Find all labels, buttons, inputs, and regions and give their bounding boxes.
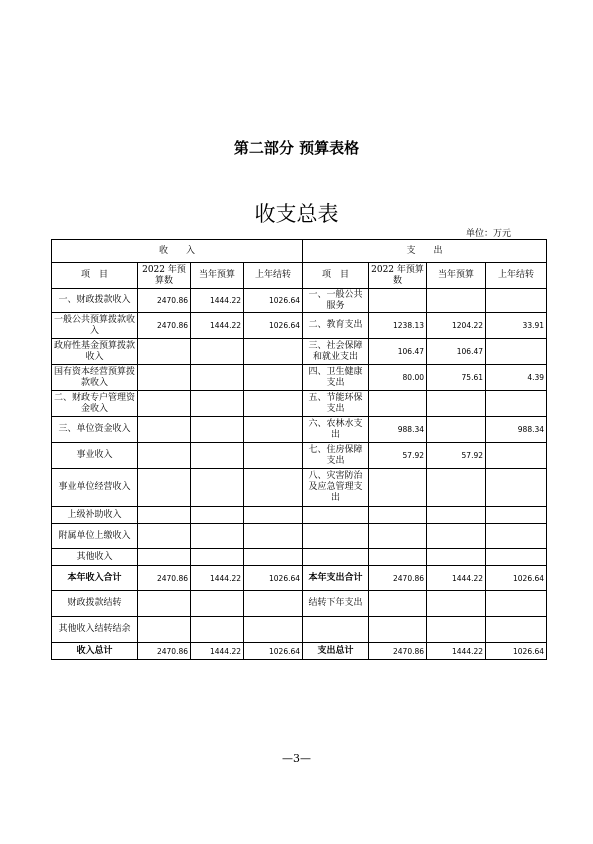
income-current-cell xyxy=(191,417,244,443)
expense-item-cell: 四、卫生健康支出 xyxy=(303,365,369,391)
income-2022-cell xyxy=(138,391,191,417)
expense-item-cell: 一、一般公共服务 xyxy=(303,289,369,313)
income-item-cell: 本年收入合计 xyxy=(52,566,138,591)
expense-current-cell xyxy=(427,391,486,417)
income-carry-cell xyxy=(244,339,303,365)
expense-carry-cell xyxy=(486,289,547,313)
income-2022-cell: 2470.86 xyxy=(138,289,191,313)
income-item-cell: 收入总计 xyxy=(52,643,138,660)
table-row xyxy=(52,289,547,313)
income-carry-cell xyxy=(244,617,303,643)
income-current-cell xyxy=(191,443,244,469)
income-item-cell: 其他收入结转结余 xyxy=(52,617,138,643)
col-header-expense-2022: 2022 年预算数 xyxy=(369,263,427,289)
budget-summary-table xyxy=(51,239,547,660)
income-carry-cell xyxy=(244,391,303,417)
income-item-cell: 其他收入 xyxy=(52,549,138,566)
table-row xyxy=(52,339,547,365)
income-current-cell xyxy=(191,365,244,391)
income-item-cell: 事业收入 xyxy=(52,443,138,469)
expense-2022-cell: 988.34 xyxy=(369,417,427,443)
col-header-income-item: 项 目 xyxy=(52,263,138,289)
expense-item-cell: 八、灾害防治及应急管理支出 xyxy=(303,469,369,507)
expense-2022-cell: 106.47 xyxy=(369,339,427,365)
income-group-header: 收 入 xyxy=(52,240,303,263)
expense-2022-cell xyxy=(369,469,427,507)
expense-carry-cell xyxy=(486,443,547,469)
income-2022-cell xyxy=(138,339,191,365)
table-row xyxy=(52,469,547,507)
income-item-cell: 事业单位经营收入 xyxy=(52,469,138,507)
income-2022-cell: 2470.86 xyxy=(138,313,191,339)
table-row xyxy=(52,417,547,443)
income-current-cell xyxy=(191,591,244,617)
expense-2022-cell: 57.92 xyxy=(369,443,427,469)
expense-item-cell: 本年支出合计 xyxy=(303,566,369,591)
col-header-expense-carry: 上年结转 xyxy=(486,263,547,289)
col-header-income-2022: 2022 年预算数 xyxy=(138,263,191,289)
expense-current-cell xyxy=(427,507,486,524)
expense-2022-cell: 2470.86 xyxy=(369,566,427,591)
income-item-cell: 一、财政拨款收入 xyxy=(52,289,138,313)
income-carry-cell xyxy=(244,365,303,391)
column-header-row xyxy=(52,263,547,289)
expense-item-cell: 二、教育支出 xyxy=(303,313,369,339)
income-item-cell: 三、单位资金收入 xyxy=(52,417,138,443)
income-item-cell: 政府性基金预算拨款收入 xyxy=(52,339,138,365)
expense-current-cell xyxy=(427,289,486,313)
income-item-cell: 一般公共预算拨款收入 xyxy=(52,313,138,339)
expense-item-cell xyxy=(303,524,369,549)
col-header-income-carry: 上年结转 xyxy=(244,263,303,289)
expense-current-cell: 57.92 xyxy=(427,443,486,469)
income-2022-cell xyxy=(138,443,191,469)
expense-2022-cell xyxy=(369,549,427,566)
expense-item-cell: 结转下年支出 xyxy=(303,591,369,617)
expense-carry-cell xyxy=(486,524,547,549)
income-carry-cell xyxy=(244,524,303,549)
income-current-cell: 1444.22 xyxy=(191,643,244,660)
expense-current-cell xyxy=(427,469,486,507)
table-title: 收支总表 xyxy=(254,202,339,226)
expense-group-header: 支 出 xyxy=(303,240,547,263)
income-current-cell xyxy=(191,507,244,524)
expense-2022-cell xyxy=(369,617,427,643)
income-current-cell xyxy=(191,617,244,643)
expense-item-cell xyxy=(303,549,369,566)
expense-carry-cell: 33.91 xyxy=(486,313,547,339)
income-current-cell: 1444.22 xyxy=(191,289,244,313)
expense-item-cell: 六、农林水支出 xyxy=(303,417,369,443)
income-carry-cell: 1026.64 xyxy=(244,566,303,591)
expense-item-cell: 五、节能环保支出 xyxy=(303,391,369,417)
expense-carry-cell: 988.34 xyxy=(486,417,547,443)
expense-current-cell xyxy=(427,591,486,617)
expense-current-cell: 106.47 xyxy=(427,339,486,365)
expense-carry-cell xyxy=(486,391,547,417)
income-2022-cell: 2470.86 xyxy=(138,566,191,591)
col-header-expense-item: 项 目 xyxy=(303,263,369,289)
page-number: —3— xyxy=(282,752,311,765)
income-carry-cell xyxy=(244,591,303,617)
income-2022-cell xyxy=(138,469,191,507)
table-row xyxy=(52,566,547,591)
expense-item-cell xyxy=(303,617,369,643)
table-row xyxy=(52,524,547,549)
table-row xyxy=(52,365,547,391)
income-2022-cell: 2470.86 xyxy=(138,643,191,660)
table-row xyxy=(52,643,547,660)
income-current-cell xyxy=(191,469,244,507)
expense-carry-cell xyxy=(486,469,547,507)
expense-item-cell xyxy=(303,507,369,524)
income-2022-cell xyxy=(138,365,191,391)
income-2022-cell xyxy=(138,591,191,617)
expense-carry-cell: 4.39 xyxy=(486,365,547,391)
income-carry-cell xyxy=(244,507,303,524)
unit-label: 单位：万元 xyxy=(465,229,511,239)
income-2022-cell xyxy=(138,417,191,443)
income-carry-cell xyxy=(244,469,303,507)
income-2022-cell xyxy=(138,507,191,524)
expense-2022-cell xyxy=(369,289,427,313)
income-item-cell: 二、财政专户管理资金收入 xyxy=(52,391,138,417)
income-2022-cell xyxy=(138,617,191,643)
expense-item-cell: 支出总计 xyxy=(303,643,369,660)
expense-2022-cell: 1238.13 xyxy=(369,313,427,339)
expense-current-cell: 1444.22 xyxy=(427,643,486,660)
table-row xyxy=(52,549,547,566)
expense-item-cell: 三、社会保障和就业支出 xyxy=(303,339,369,365)
income-item-cell: 国有资本经营预算拨款收入 xyxy=(52,365,138,391)
table-row xyxy=(52,391,547,417)
income-carry-cell: 1026.64 xyxy=(244,289,303,313)
expense-2022-cell xyxy=(369,524,427,549)
income-current-cell xyxy=(191,524,244,549)
income-carry-cell: 1026.64 xyxy=(244,313,303,339)
table-row xyxy=(52,443,547,469)
expense-carry-cell xyxy=(486,507,547,524)
expense-current-cell: 75.61 xyxy=(427,365,486,391)
table-row xyxy=(52,591,547,617)
col-header-expense-current: 当年预算 xyxy=(427,263,486,289)
income-item-cell: 上级补助收入 xyxy=(52,507,138,524)
income-current-cell xyxy=(191,339,244,365)
expense-2022-cell: 2470.86 xyxy=(369,643,427,660)
expense-2022-cell xyxy=(369,391,427,417)
income-item-cell: 财政拨款结转 xyxy=(52,591,138,617)
expense-2022-cell xyxy=(369,591,427,617)
section-title: 第二部分 预算表格 xyxy=(233,139,360,157)
col-header-income-current: 当年预算 xyxy=(191,263,244,289)
income-carry-cell xyxy=(244,443,303,469)
income-current-cell: 1444.22 xyxy=(191,313,244,339)
expense-carry-cell: 1026.64 xyxy=(486,643,547,660)
expense-current-cell: 1204.22 xyxy=(427,313,486,339)
income-2022-cell xyxy=(138,524,191,549)
table-row xyxy=(52,617,547,643)
expense-current-cell xyxy=(427,617,486,643)
expense-2022-cell xyxy=(369,507,427,524)
income-carry-cell: 1026.64 xyxy=(244,643,303,660)
expense-current-cell xyxy=(427,417,486,443)
expense-2022-cell: 80.00 xyxy=(369,365,427,391)
table-row xyxy=(52,313,547,339)
expense-carry-cell xyxy=(486,617,547,643)
expense-current-cell xyxy=(427,549,486,566)
income-current-cell: 1444.22 xyxy=(191,566,244,591)
income-2022-cell xyxy=(138,549,191,566)
table-row xyxy=(52,507,547,524)
expense-item-cell: 七、住房保障支出 xyxy=(303,443,369,469)
expense-current-cell: 1444.22 xyxy=(427,566,486,591)
income-item-cell: 附属单位上缴收入 xyxy=(52,524,138,549)
expense-carry-cell xyxy=(486,549,547,566)
income-carry-cell xyxy=(244,417,303,443)
income-carry-cell xyxy=(244,549,303,566)
expense-carry-cell xyxy=(486,339,547,365)
expense-carry-cell: 1026.64 xyxy=(486,566,547,591)
group-header-row xyxy=(52,240,547,263)
expense-current-cell xyxy=(427,524,486,549)
expense-carry-cell xyxy=(486,591,547,617)
income-current-cell xyxy=(191,391,244,417)
income-current-cell xyxy=(191,549,244,566)
